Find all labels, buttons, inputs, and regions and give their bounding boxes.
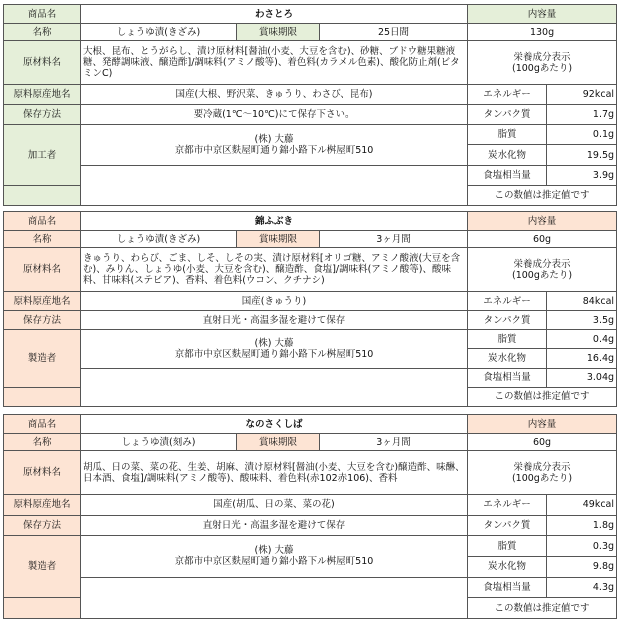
maker-label-extra <box>4 598 81 619</box>
name-label: 名称 <box>4 434 81 451</box>
label-nanosakushiba <box>0 414 620 619</box>
nutrition-key: 炭水化物 <box>468 349 547 368</box>
nutrition-title <box>468 451 617 495</box>
best-before-value: 3ヶ月間 <box>320 434 468 451</box>
maker-address: 京都市中京区麩屋町通り錦小路下ル桝屋町510 <box>174 556 374 568</box>
maker-address: 京都市中京区麩屋町通り錦小路下ル桝屋町510 <box>174 144 374 156</box>
product-name: なのさくしば <box>81 415 468 434</box>
product-name-header: 商品名 <box>4 5 81 24</box>
maker-name: (株) 大藤 <box>254 133 294 145</box>
best-before-value: 25日間 <box>320 24 468 41</box>
nutrition-key: タンパク質 <box>468 311 547 330</box>
product-name: わさとろ <box>81 5 468 24</box>
nutrition-title-text: 栄養成分表示 <box>513 51 571 63</box>
origin-value: 国産(大根、野沢菜、きゅうり、わさび、昆布) <box>81 85 468 105</box>
nutrition-value: 49kcal <box>547 495 617 516</box>
ingredients-label: 原材料名 <box>4 41 81 85</box>
nutrition-key: 食塩相当量 <box>468 165 547 185</box>
maker-label: 製造者 <box>4 536 81 598</box>
nutrition-value: 0.1g <box>547 125 617 145</box>
nutrition-key: 食塩相当量 <box>468 368 547 387</box>
origin-label: 原料原産地名 <box>4 292 81 311</box>
origin-label: 原料原産地名 <box>4 85 81 105</box>
best-before-label: 賞味期限 <box>237 434 320 451</box>
nutrition-value: 3.04g <box>547 368 617 387</box>
best-before-label: 賞味期限 <box>237 231 320 248</box>
product-name-header: 商品名 <box>4 415 81 434</box>
nutrition-value: 4.3g <box>547 577 617 598</box>
nutrition-value: 16.4g <box>547 349 617 368</box>
content-value: 60g <box>468 434 617 451</box>
nutrition-value: 1.8g <box>547 515 617 536</box>
nutrition-value: 3.5g <box>547 311 617 330</box>
content-header: 内容量 <box>468 212 617 231</box>
nutrition-key: 炭水化物 <box>468 145 547 165</box>
nutrition-title-text: 栄養成分表示 <box>513 258 571 270</box>
nutrition-value: 0.4g <box>547 330 617 349</box>
nutrition-value: 92kcal <box>547 85 617 105</box>
nutrition-key: 脂質 <box>468 536 547 557</box>
content-value: 130g <box>468 24 617 41</box>
nutrition-key: 脂質 <box>468 330 547 349</box>
nutrition-title <box>468 248 617 292</box>
product-name-header: 商品名 <box>4 212 81 231</box>
ingredients-value: 大根、昆布、とうがらし、漬け原材料[醤油(小麦、大豆を含む)、砂糖、ブドウ糖果糖液糖、発酵調味液、醸造酢]/調味料(アミノ酸等)、着色料(カラメル色素)、酸化防止剤(ビタミンC) <box>81 41 468 85</box>
label-wasatoro <box>0 4 620 206</box>
ingredients-label: 原材料名 <box>4 451 81 495</box>
maker-block <box>81 330 468 368</box>
nutrition-key: タンパク質 <box>468 515 547 536</box>
nutrition-unit: (100gあたり) <box>511 472 573 484</box>
maker-label: 加工者 <box>4 125 81 185</box>
nutrition-key: タンパク質 <box>468 105 547 125</box>
storage-value: 直射日光・高温多湿を避けて保存 <box>81 515 468 536</box>
name-label: 名称 <box>4 24 81 41</box>
nutrition-key: エネルギー <box>468 85 547 105</box>
content-header: 内容量 <box>468 415 617 434</box>
storage-label: 保存方法 <box>4 515 81 536</box>
nutrition-key: エネルギー <box>468 495 547 516</box>
blank-cell <box>81 165 468 205</box>
nutrition-unit: (100gあたり) <box>512 62 573 74</box>
content-value: 60g <box>468 231 617 248</box>
origin-value: 国産(きゅうり) <box>81 292 468 311</box>
maker-address: 京都市中京区麩屋町通り錦小路下ル桝屋町510 <box>174 348 374 360</box>
nutrition-unit: (100gあたり) <box>512 269 573 281</box>
product-name: 錦ふぶき <box>81 212 468 231</box>
name-value: しょうゆ漬(刻み) <box>81 434 237 451</box>
maker-label: 製造者 <box>4 330 81 387</box>
nutrition-title-text: 栄養成分表示 <box>513 461 571 473</box>
name-label: 名称 <box>4 231 81 248</box>
best-before-label: 賞味期限 <box>237 24 320 41</box>
nutrition-value: 0.3g <box>547 536 617 557</box>
nutrition-value: 9.8g <box>547 556 617 577</box>
maker-label-extra <box>4 185 81 205</box>
storage-label: 保存方法 <box>4 105 81 125</box>
nutrition-title <box>468 41 617 85</box>
maker-name: (株) 大藤 <box>254 337 294 349</box>
ingredients-label: 原材料名 <box>4 248 81 292</box>
nutrition-key: エネルギー <box>468 292 547 311</box>
name-value: しょうゆ漬(きざみ) <box>81 24 237 41</box>
ingredients-value: 胡瓜、日の菜、菜の花、生姜、胡麻、漬け原材料[醤油(小麦、大豆を含む)醸造酢、味醂、日本酒、食塩]/調味料(アミノ酸等)、酸味料、着色料(赤102赤106)、香料 <box>81 451 468 495</box>
maker-block <box>81 536 468 577</box>
name-value: しょうゆ漬(きざみ) <box>81 231 237 248</box>
nutrition-note: この数値は推定値です <box>468 185 617 205</box>
nutrition-note: この数値は推定値です <box>468 387 617 406</box>
blank-cell <box>81 368 468 406</box>
storage-value: 直射日光・高温多湿を避けて保存 <box>81 311 468 330</box>
nutrition-value: 84kcal <box>547 292 617 311</box>
nutrition-value: 1.7g <box>547 105 617 125</box>
maker-block <box>81 125 468 165</box>
best-before-value: 3ヶ月間 <box>320 231 468 248</box>
nutrition-key: 食塩相当量 <box>468 577 547 598</box>
nutrition-key: 炭水化物 <box>468 556 547 577</box>
origin-label: 原料原産地名 <box>4 495 81 516</box>
maker-name: (株) 大藤 <box>254 545 294 557</box>
ingredients-value: きゅうり、わらび、ごま、しそ、しその実、漬け原材料[オリゴ糖、アミノ酸液(大豆を含む)、みりん、しょうゆ(小麦、大豆を含む)、醸造酢、食塩]/調味料(アミノ酸等)、酸味料、甘味料(ステビア)、香料、着色料(ウコン、クチナシ) <box>81 248 468 292</box>
storage-label: 保存方法 <box>4 311 81 330</box>
content-header: 内容量 <box>468 5 617 24</box>
nutrition-value: 3.9g <box>547 165 617 185</box>
nutrition-key: 脂質 <box>468 125 547 145</box>
nutrition-note: この数値は推定値です <box>468 598 617 619</box>
label-nishiki-fubuki <box>0 211 620 407</box>
nutrition-value: 19.5g <box>547 145 617 165</box>
storage-value: 要冷蔵(1℃～10℃)にて保存下さい。 <box>81 105 468 125</box>
blank-cell <box>81 577 468 618</box>
maker-label-extra <box>4 387 81 406</box>
origin-value: 国産(胡瓜、日の菜、菜の花) <box>81 495 468 516</box>
